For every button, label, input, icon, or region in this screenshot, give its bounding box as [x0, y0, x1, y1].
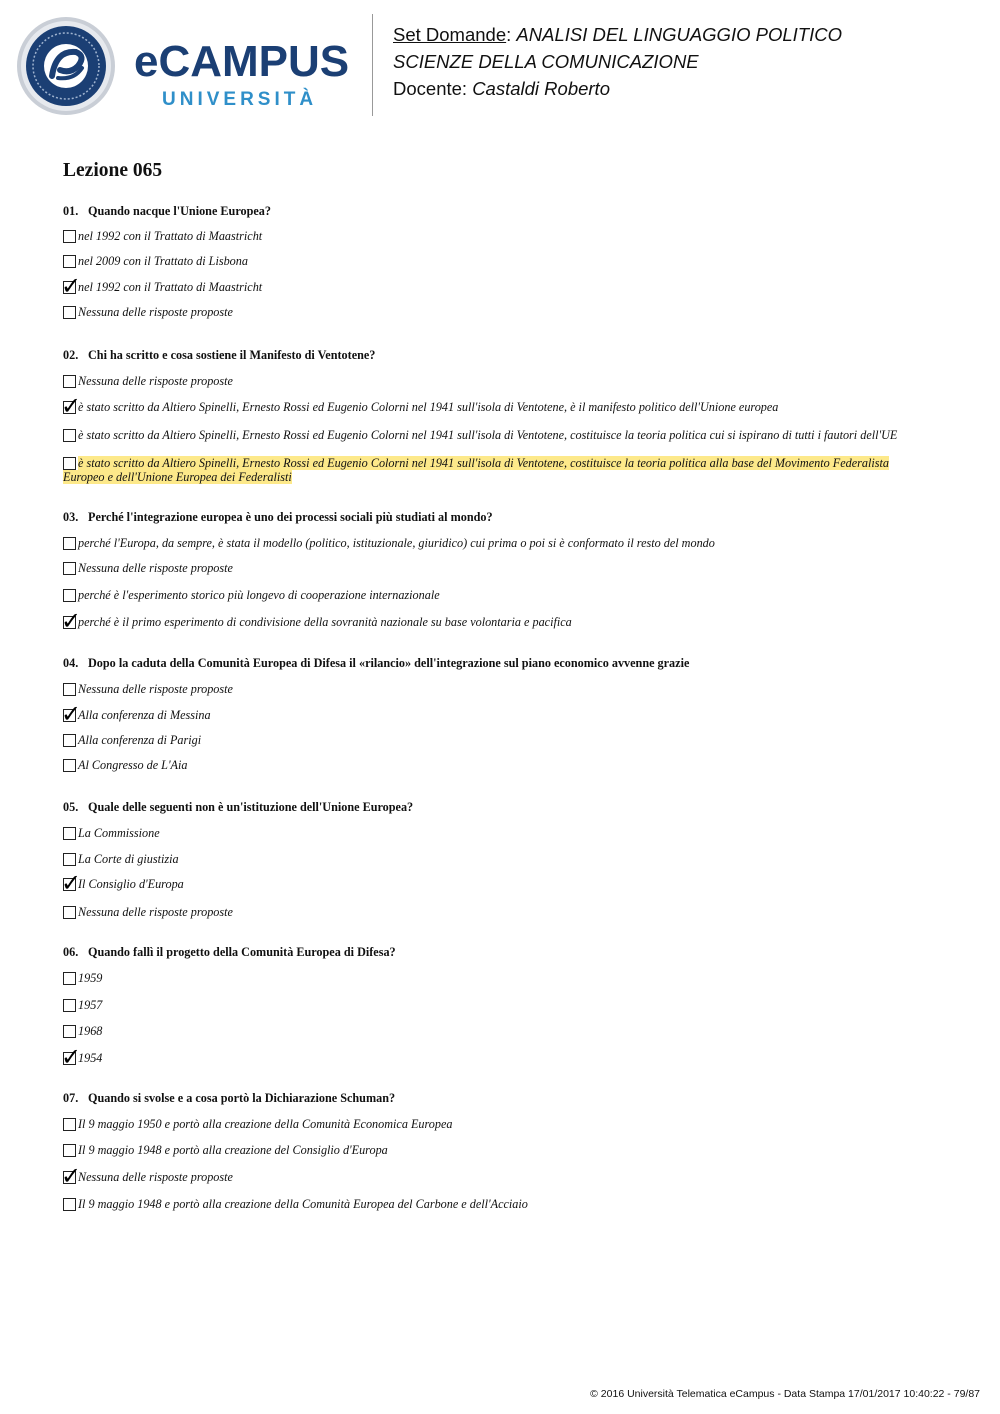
answer-checkbox[interactable] [61, 1162, 82, 1190]
answer-checkbox[interactable] [63, 1025, 76, 1038]
set-domande-line: Set Domande: ANALISI DEL LINGUAGGIO POLITICO [393, 24, 842, 45]
answer-option[interactable] [63, 905, 933, 919]
answer-checkbox[interactable] [63, 734, 76, 747]
answer-checkbox[interactable] [63, 1198, 76, 1211]
answer-text: nel 1992 con il Trattato di Maastricht [78, 280, 263, 294]
docente-value: Castaldi Roberto [472, 78, 610, 99]
answer-checkbox[interactable] [61, 272, 82, 300]
answer-checkbox[interactable] [63, 537, 76, 550]
answer-checkbox[interactable] [63, 683, 76, 696]
ecampus-logo-text: eCAMPUS [134, 37, 350, 86]
answer-option[interactable] [63, 229, 933, 243]
answer-text: Il 9 maggio 1948 e portò alla creazione della Comunità Europea del Carbone e dell'Acciaio [78, 1197, 528, 1211]
answer-checkbox[interactable] [63, 827, 76, 840]
checkmark-icon: ✓ [61, 700, 82, 728]
checkmark-icon: ✓ [61, 272, 82, 300]
answer-text: nel 2009 con il Trattato di Lisbona [78, 254, 248, 268]
answer-option[interactable] [61, 272, 933, 300]
answer-checkbox[interactable] [61, 392, 82, 420]
answer-checkbox[interactable] [63, 1118, 76, 1131]
answer-option[interactable] [63, 1143, 933, 1157]
answer-text: Nessuna delle risposte proposte [78, 374, 233, 388]
question-number: 01. [63, 204, 79, 218]
answer-text: perché è l'esperimento storico più longevo di cooperazione internazionale [78, 588, 440, 602]
answer-checkbox[interactable] [63, 457, 76, 470]
answer-option[interactable] [63, 305, 933, 319]
question-1 [63, 204, 271, 219]
ecampus-logo-emblem [16, 16, 116, 116]
answer-text: perché l'Europa, da sempre, è stata il modello (politico, istituzionale, giuridico) cui prima o poi si è conformato il resto del mondo [78, 536, 715, 550]
answer-text: 1954 [78, 1051, 103, 1065]
lesson-title: Lezione 065 [63, 160, 163, 181]
page-footer: © 2016 Università Telematica eCampus - Data Stampa 17/01/2017 10:40:22 - 79/87 [590, 1388, 980, 1400]
answer-text: Nessuna delle risposte proposte [78, 1170, 233, 1184]
answer-checkbox[interactable] [63, 230, 76, 243]
answer-text: Alla conferenza di Messina [78, 708, 211, 722]
question-number: 05. [63, 800, 79, 814]
answer-option[interactable] [63, 852, 933, 866]
question-number: 03. [63, 510, 79, 524]
answer-checkbox[interactable] [63, 853, 76, 866]
answer-checkbox[interactable] [63, 375, 76, 388]
answer-option[interactable] [61, 700, 933, 728]
answer-checkbox[interactable] [61, 869, 82, 897]
answer-option[interactable] [63, 1117, 933, 1131]
answer-option[interactable] [63, 826, 933, 840]
answer-checkbox[interactable] [61, 1043, 82, 1071]
answer-text: Nessuna delle risposte proposte [78, 905, 233, 919]
question-text: Quando si svolse e a cosa portò la Dichiarazione Schuman? [88, 1091, 396, 1105]
answer-text: Nessuna delle risposte proposte [78, 305, 233, 319]
answer-option[interactable] [63, 561, 933, 575]
answer-text: 1959 [78, 971, 103, 985]
answer-checkbox[interactable] [63, 972, 76, 985]
answer-checkbox[interactable] [63, 589, 76, 602]
checkmark-icon: ✓ [61, 1043, 82, 1071]
checkmark-icon: ✓ [61, 392, 82, 420]
question-number: 07. [63, 1091, 79, 1105]
question-4 [63, 656, 689, 671]
question-text: Quando fallì il progetto della Comunità Europea di Difesa? [88, 945, 396, 959]
ecampus-logo-subtitle: UNIVERSITÀ [162, 89, 318, 110]
answer-text: perché è il primo esperimento di condivisione della sovranità nazionale su base volontaria e pacifica [78, 615, 572, 629]
question-3 [63, 510, 493, 525]
question-number: 04. [63, 656, 79, 670]
answer-checkbox[interactable] [61, 700, 82, 728]
answer-text: 1957 [78, 998, 103, 1012]
answer-checkbox[interactable] [61, 607, 82, 635]
question-text: Quale delle seguenti non è un'istituzione dell'Unione Europea? [88, 800, 414, 814]
answer-text: Il 9 maggio 1948 e portò alla creazione del Consiglio d'Europa [78, 1143, 388, 1157]
answer-checkbox[interactable] [63, 562, 76, 575]
question-text: Dopo la caduta della Comunità Europea di Difesa il «rilancio» dell'integrazione sul piano economico avvenne grazie [88, 656, 690, 670]
answer-option[interactable] [63, 971, 933, 985]
docente-line [393, 78, 610, 100]
answer-checkbox[interactable] [63, 429, 76, 442]
answer-option[interactable] [63, 682, 933, 696]
answer-text: Nessuna delle risposte proposte [78, 682, 233, 696]
question-number: 02. [63, 348, 79, 362]
answer-checkbox[interactable] [63, 999, 76, 1012]
answer-checkbox[interactable] [63, 906, 76, 919]
answer-option[interactable] [61, 869, 933, 897]
answer-option[interactable] [61, 607, 933, 635]
answer-option[interactable] [63, 428, 933, 442]
answer-text: Il Consiglio d'Europa [78, 877, 184, 891]
answer-option[interactable] [61, 392, 933, 420]
answer-text: Il 9 maggio 1950 e portò alla creazione della Comunità Economica Europea [78, 1117, 453, 1131]
header-divider [372, 14, 373, 116]
answer-checkbox[interactable] [63, 759, 76, 772]
question-text: Perché l'integrazione europea è uno dei processi sociali più studiati al mondo? [88, 510, 493, 524]
answer-text: è stato scritto da Altiero Spinelli, Ernesto Rossi ed Eugenio Colorni nel 1941 sull'isola di Ventotene, è il manifesto politico dell'Unione europea [78, 400, 779, 414]
answer-option[interactable] [63, 998, 933, 1012]
answer-text: La Commissione [78, 826, 160, 840]
checkmark-icon: ✓ [61, 607, 82, 635]
set-domande-value: ANALISI DEL LINGUAGGIO POLITICO [516, 24, 842, 45]
course-name: SCIENZE DELLA COMUNICAZIONE [393, 51, 699, 72]
answer-option[interactable] [63, 1024, 933, 1038]
answer-text: Alla conferenza di Parigi [78, 733, 202, 747]
answer-text: è stato scritto da Altiero Spinelli, Ernesto Rossi ed Eugenio Colorni nel 1941 sull'isola di Ventotene, costituisce la teoria politica cui si ispirano di tutti i fautori dell'UE [78, 428, 898, 442]
answer-text: Al Congresso de L'Aia [78, 758, 188, 772]
set-domande-label: Set Domande [393, 24, 507, 45]
answer-option[interactable] [63, 1197, 933, 1211]
answer-option[interactable] [63, 374, 933, 388]
checkmark-icon: ✓ [61, 1162, 82, 1190]
answer-option[interactable] [63, 758, 933, 772]
answer-option[interactable] [63, 254, 933, 268]
checkmark-icon: ✓ [61, 869, 82, 897]
answer-text: nel 1992 con il Trattato di Maastricht [78, 229, 263, 243]
question-6 [63, 945, 396, 960]
question-5 [63, 800, 413, 815]
answer-option[interactable] [63, 588, 933, 602]
question-text: Quando nacque l'Unione Europea? [88, 204, 271, 218]
answer-option[interactable] [63, 456, 933, 484]
answer-text: è stato scritto da Altiero Spinelli, Ernesto Rossi ed Eugenio Colorni nel 1941 sull'isola di Ventotene, costituisce la teoria politica alla base del Movimento Federalista Europeo e dell'Unione Europea dei Federalisti [63, 456, 889, 484]
docente-label: Docente: [393, 78, 468, 99]
answer-checkbox[interactable] [63, 255, 76, 268]
answer-checkbox[interactable] [63, 306, 76, 319]
question-7 [63, 1091, 395, 1106]
answer-text: 1968 [78, 1024, 103, 1038]
question-number: 06. [63, 945, 79, 959]
question-2 [63, 348, 375, 363]
question-text: Chi ha scritto e cosa sostiene il Manifesto di Ventotene? [88, 348, 376, 362]
answer-option[interactable] [63, 733, 933, 747]
answer-text: Nessuna delle risposte proposte [78, 561, 233, 575]
answer-option[interactable] [61, 1162, 933, 1190]
answer-checkbox[interactable] [63, 1144, 76, 1157]
answer-option[interactable] [63, 536, 933, 550]
answer-option[interactable] [61, 1043, 933, 1071]
answer-text: La Corte di giustizia [78, 852, 179, 866]
